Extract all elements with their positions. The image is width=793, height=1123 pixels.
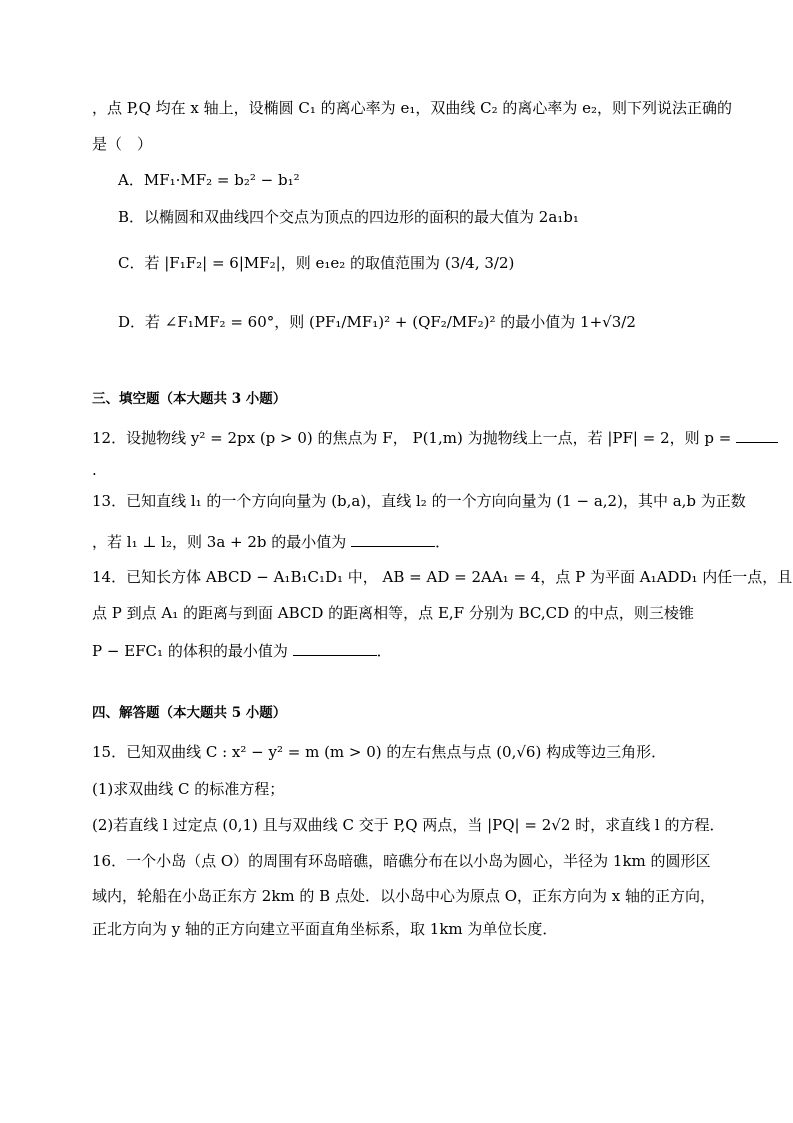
question-13-line-1: 13．已知直线 l₁ 的一个方向向量为 (b,a)，直线 l₂ 的一个方向向量为 (1 − a,2)，其中 a,b 为正数 bbox=[92, 492, 746, 510]
question-15-part-1: (1)求双曲线 C 的标准方程； bbox=[92, 780, 285, 798]
question-12-end: . bbox=[92, 461, 97, 479]
option-c-text: C．若 |F₁F₂| = 6|MF₂|，则 e₁e₂ 的取值范围为 bbox=[118, 254, 441, 272]
option-d-suffix: 的最小值为 1+√3/2 bbox=[500, 313, 636, 331]
question-15-line-1: 15．已知双曲线 C : x² − y² = m (m > 0) 的左右焦点与点 (0,√6) 构成等边三角形． bbox=[92, 743, 667, 761]
question-16-line-1: 16．一个小岛（点 O）的周围有环岛暗礁，暗礁分布在以小岛为圆心，半径为 1km 的圆形区 bbox=[92, 852, 711, 870]
option-a: A．MF₁·MF₂ = b₂² − b₁² bbox=[118, 171, 300, 189]
intro-line-1: ，点 P,Q 均在 x 轴上，设椭圆 C₁ 的离心率为 e₁，双曲线 C₂ 的离心率为 e₂，则下列说法正确的 bbox=[92, 99, 733, 117]
option-d-prefix: D．若 ∠F₁MF₂ = 60°，则 bbox=[118, 313, 305, 331]
intro-line-2: 是（ ） bbox=[92, 135, 153, 153]
question-12 bbox=[92, 426, 778, 448]
answer-blank-12 bbox=[736, 426, 778, 443]
question-12-text: 12．设抛物线 y² = 2px (p > 0) 的焦点为 F， P(1,m) 为抛物线上一点，若 |PF| = 2，则 p = bbox=[92, 429, 732, 447]
option-d-expression: (PF₁/MF₁)² + (QF₂/MF₂)² bbox=[309, 313, 496, 331]
question-14-line-3: P − EFC₁ 的体积的最小值为 ． bbox=[92, 639, 392, 661]
option-c-range: (3/4, 3/2) bbox=[444, 254, 515, 272]
answer-blank-13 bbox=[351, 530, 435, 547]
section-4-heading: 四、解答题（本大题共 5 小题） bbox=[92, 705, 287, 721]
question-14-line-2: 点 P 到点 A₁ 的距离与到面 ABCD 的距离相等，点 E,F 分别为 BC,CD 的中点，则三棱锥 bbox=[92, 604, 694, 622]
answer-blank-14 bbox=[293, 639, 377, 656]
option-c bbox=[118, 253, 514, 273]
question-16-line-2: 域内，轮船在小岛正东方 2km 的 B 点处．以小岛中心为原点 O，正东方向为 x 轴的正方向， bbox=[92, 887, 716, 905]
question-16-line-3: 正北方向为 y 轴的正方向建立平面直角坐标系，取 1km 为单位长度． bbox=[92, 920, 558, 938]
question-14-text: P − EFC₁ 的体积的最小值为 bbox=[92, 642, 288, 660]
option-d bbox=[118, 312, 636, 332]
question-15-part-2: (2)若直线 l 过定点 (0,1) 且与双曲线 C 交于 P,Q 两点，当 |PQ| = 2√2 时，求直线 l 的方程． bbox=[92, 816, 725, 834]
question-14-line-1: 14．已知长方体 ABCD − A₁B₁C₁D₁ 中， AB = AD = 2AA₁ = 4，点 P 为平面 A₁ADD₁ 内任一点，且 bbox=[92, 568, 793, 586]
question-13-line-2: ，若 l₁ ⊥ l₂，则 3a + 2b 的最小值为 ． bbox=[92, 530, 450, 552]
option-b: B．以椭圆和双曲线四个交点为顶点的四边形的面积的最大值为 2a₁b₁ bbox=[118, 208, 579, 226]
question-13-text: ，若 l₁ ⊥ l₂，则 3a + 2b 的最小值为 bbox=[92, 533, 347, 551]
section-3-heading: 三、填空题（本大题共 3 小题） bbox=[92, 391, 287, 407]
